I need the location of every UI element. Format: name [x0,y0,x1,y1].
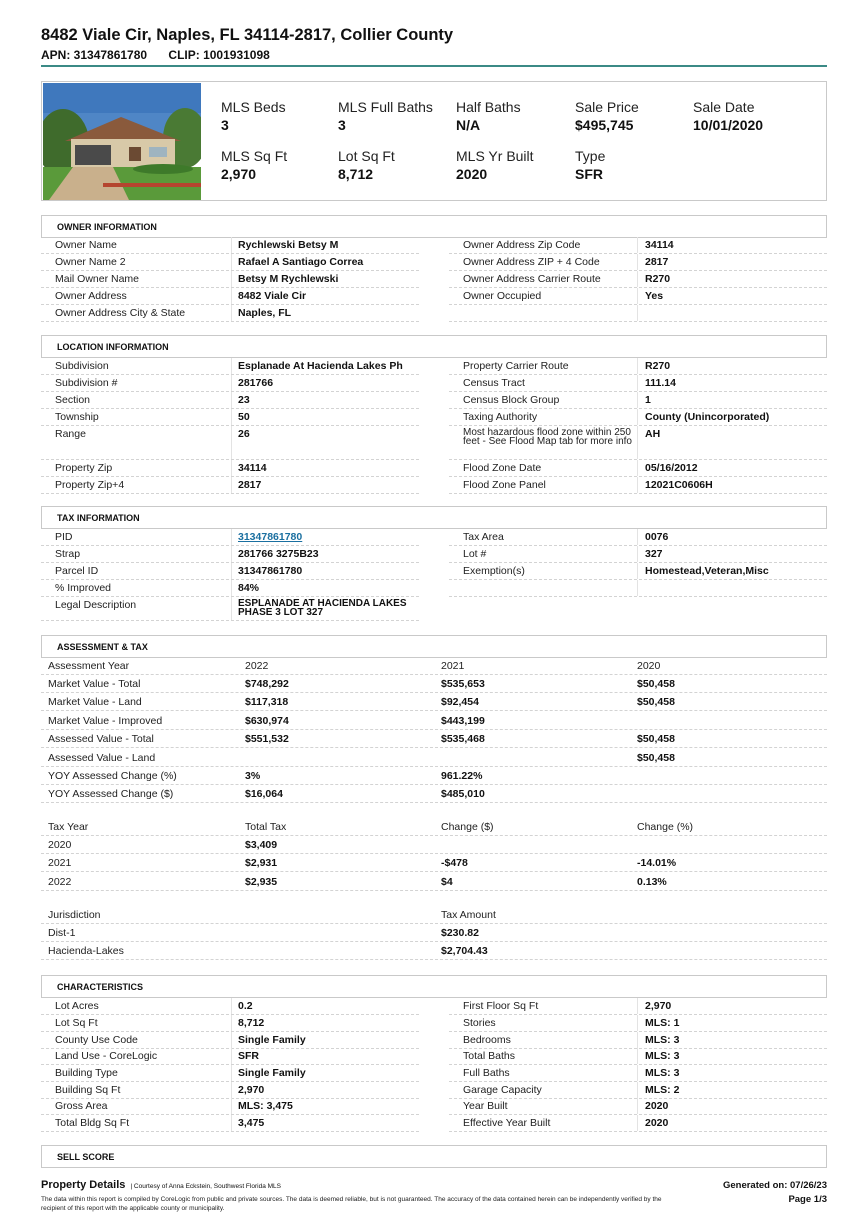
column-divider [637,1015,638,1031]
field-value: MLS: 3 [645,1050,680,1062]
column-divider [231,375,232,391]
characteristics-row [41,1015,419,1032]
field-value: Single Family [238,1067,306,1079]
field-label: Flood Zone Date [463,462,542,474]
field-label: Property Zip+4 [55,479,125,491]
field-label: Effective Year Built [463,1117,551,1129]
field-value: SFR [238,1050,259,1062]
column-divider [231,563,232,579]
field-label: Year Built [463,1100,508,1112]
field-value: Naples, FL [238,307,292,319]
field-label: 2022 [48,876,72,888]
field-label: Owner Address Zip Code [463,239,581,251]
field-label: Market Value - Land [48,696,142,708]
field-value: $535,653 [441,678,485,690]
clip-label: CLIP: 1001931098 [168,48,270,62]
field-label: Lot Acres [55,1000,99,1012]
column-divider [231,597,232,620]
field-value: 2020 [637,660,661,672]
column-divider [231,305,232,321]
tax-history-row [41,854,827,872]
owner-row [449,254,827,271]
column-divider [637,271,638,287]
field-value: 2021 [441,660,465,672]
location-section-heading: LOCATION INFORMATION [41,335,827,358]
field-value: 1 [645,394,651,406]
column-divider [231,477,232,493]
location-row [449,426,827,460]
characteristics-row [449,1098,827,1115]
summary-yr-built: MLS Yr Built 2020 [456,148,534,182]
summary-card [41,81,827,201]
field-value: 2020 [645,1117,669,1129]
field-value: $50,458 [637,752,675,764]
field-value: Change (%) [637,821,694,833]
field-label: Taxing Authority [463,411,538,423]
field-label: Assessment Year [48,660,130,672]
characteristics-section-heading: CHARACTERISTICS [41,975,827,998]
field-value: $117,318 [245,696,289,708]
tax-row [41,563,419,580]
owner-row [449,271,827,288]
tax-row [449,546,827,563]
jurisdiction-row [41,924,827,942]
tax-row [449,580,827,597]
location-row [41,477,419,494]
assessment-row [41,712,827,730]
field-label: Market Value - Improved [48,715,163,727]
summary-half-baths: Half Baths N/A [456,99,521,133]
field-value: County (Unincorporated) [645,411,770,423]
footer-disclaimer: The data within this report is compiled by CoreLogic from public and private sources. The data is deemed reliable, but is not guaranteed. The accuracy of the data contained herein can be independently verified by the recipient of this report with the applicable county or municipality. [41,1196,662,1212]
characteristics-row [41,1065,419,1082]
field-value: 84% [238,582,260,594]
column-divider [637,1115,638,1131]
tax-history-row [41,836,827,854]
assessment-header-row [41,657,827,675]
column-divider [231,1032,232,1048]
characteristics-row [449,1032,827,1049]
column-divider [637,563,638,579]
summary-sale-price: Sale Price $495,745 [575,99,639,133]
characteristics-row [449,998,827,1015]
field-label: Owner Name 2 [55,256,126,268]
title-divider [41,65,827,67]
summary-sale-date: Sale Date 10/01/2020 [693,99,764,133]
field-value: 12021C0606H [645,479,713,491]
field-value: 281766 3275B23 [238,548,319,560]
field-label: Lot # [463,548,487,560]
column-divider [637,426,638,459]
column-divider [637,288,638,304]
field-label: First Floor Sq Ft [463,1000,539,1012]
summary-sq-ft: MLS Sq Ft 2,970 [221,148,288,182]
field-label: Land Use - CoreLogic [55,1050,158,1062]
owner-row [41,305,419,322]
summary-full-baths: MLS Full Baths 3 [338,99,433,133]
location-row [41,409,419,426]
characteristics-row [41,1098,419,1115]
location-row [449,409,827,426]
field-value: Betsy M Rychlewski [238,273,339,285]
field-value: MLS: 3,475 [238,1100,293,1112]
column-divider [231,1082,232,1098]
column-divider [231,529,232,545]
location-row [41,460,419,477]
field-label: Building Type [55,1067,118,1079]
assessment-section-heading: ASSESSMENT & TAX [41,635,827,658]
column-divider [637,460,638,476]
field-label: Subdivision # [55,377,118,389]
field-label: Stories [463,1017,496,1029]
field-value: Esplanade At Hacienda Lakes Ph [238,360,403,372]
field-value: $4 [441,876,453,888]
column-divider [637,237,638,253]
field-label: Hacienda-Lakes [48,945,124,957]
tax-row [449,529,827,546]
field-label: Dist-1 [48,927,76,939]
column-divider [637,1098,638,1114]
field-value: 05/16/2012 [645,462,698,474]
field-value: 34114 [238,462,267,474]
field-label: Owner Address [55,290,127,302]
field-label: Census Tract [463,377,525,389]
footer-generated: Generated on: 07/26/23 [722,1180,827,1191]
column-divider [637,1065,638,1081]
owner-row [449,305,827,322]
owner-row [41,237,419,254]
field-value: $92,454 [441,696,479,708]
column-divider [637,254,638,270]
column-divider [637,477,638,493]
field-value: 0.2 [238,1000,253,1012]
column-divider [637,409,638,425]
field-value: 111.14 [645,377,676,389]
field-value: 8,712 [238,1017,265,1029]
field-label: Gross Area [55,1100,108,1112]
field-label: Section [55,394,91,406]
field-label: Subdivision [55,360,109,372]
field-value: Single Family [238,1034,306,1046]
tax-row [449,563,827,580]
location-row [449,375,827,392]
field-value: 23 [238,394,250,406]
field-label: Range [55,428,86,440]
field-label: Most hazardous flood zone within 250 feet - See Flood Map tab for more info [463,427,632,447]
column-divider [231,546,232,562]
column-divider [231,254,232,270]
field-label: Property Carrier Route [463,360,569,372]
characteristics-row [41,1032,419,1049]
assessment-row [41,749,827,767]
column-divider [231,409,232,425]
field-value: ESPLANADE AT HACIENDA LAKES PHASE 3 LOT 327 [238,598,407,618]
field-value: MLS: 1 [645,1017,680,1029]
footer-title: Property Details | Courtesy of Anna Eckstein, Southwest Florida MLS [41,1179,281,1191]
report-title: 8482 Viale Cir, Naples, FL 34114-2817, Collier County [41,26,454,44]
field-value: Rafael A Santiago Correa [238,256,364,268]
column-divider [231,1015,232,1031]
column-divider [637,998,638,1014]
column-divider [231,580,232,596]
field-value: AH [645,428,661,440]
field-value: Yes [645,290,664,302]
field-label: Tax Area [463,531,504,543]
field-value: 2022 [245,660,269,672]
field-value: Tax Amount [441,909,496,921]
field-value: 3% [245,770,261,782]
characteristics-row [449,1082,827,1099]
field-label: Census Block Group [463,394,560,406]
field-value: $230.82 [441,927,479,939]
field-label: 2021 [48,857,72,869]
location-row [449,392,827,409]
characteristics-row [449,1048,827,1065]
field-value: 2020 [645,1100,669,1112]
field-value: Rychlewski Betsy M [238,239,339,251]
field-value: $50,458 [637,678,675,690]
field-label: Owner Address ZIP + 4 Code [463,256,600,268]
field-label: County Use Code [55,1034,138,1046]
field-value: MLS: 3 [645,1067,680,1079]
column-divider [637,358,638,374]
column-divider [231,392,232,408]
column-divider [231,460,232,476]
field-value: $485,010 [441,788,485,800]
field-label: Strap [55,548,81,560]
field-value: 2817 [238,479,262,491]
owner-row [449,288,827,305]
column-divider [231,1065,232,1081]
column-divider [637,1082,638,1098]
column-divider [637,580,638,596]
summary-lot-sq-ft: Lot Sq Ft 8,712 [338,148,395,182]
assessment-row [41,785,827,803]
field-value: R270 [645,360,671,372]
column-divider [231,1098,232,1114]
characteristics-row [449,1115,827,1132]
tax-row [41,546,419,563]
field-label: Owner Occupied [463,290,542,302]
footer-courtesy: | Courtesy of Anna Eckstein, Southwest Florida MLS [130,1183,281,1190]
field-value: $16,064 [245,788,283,800]
field-value: R270 [645,273,671,285]
field-label: Exemption(s) [463,565,525,577]
summary-type: Type SFR [575,148,606,182]
assessment-row [41,730,827,748]
field-value: $2,931 [245,857,278,869]
column-divider [637,529,638,545]
field-value: Total Tax [245,821,287,833]
jurisdiction-row [41,942,827,960]
field-label: Legal Description [55,599,137,611]
field-label: Jurisdiction [48,909,101,921]
field-value: $50,458 [637,733,675,745]
field-label: Owner Address City & State [55,307,186,319]
tax-row [41,580,419,597]
field-label: Owner Address Carrier Route [463,273,601,285]
tax-row [41,597,419,621]
field-label: % Improved [55,582,112,594]
field-value: $50,458 [637,696,675,708]
field-value: 0.13% [637,876,667,888]
field-label: Mail Owner Name [55,273,140,285]
field-value: 26 [238,428,250,440]
column-divider [637,546,638,562]
field-label: Assessed Value - Land [48,752,156,764]
tax-row [41,529,419,546]
field-label: Full Baths [463,1067,510,1079]
jurisdiction-header-row [41,906,827,924]
field-label: Total Bldg Sq Ft [55,1117,130,1129]
column-divider [231,271,232,287]
field-value: -14.01% [637,857,677,869]
field-value: 34114 [645,239,674,251]
pid-link[interactable]: 31347861780 [238,531,303,543]
characteristics-row [449,1065,827,1082]
field-value: 2,970 [645,1000,672,1012]
tax-history-row [41,873,827,891]
owner-row [41,288,419,305]
report-subtitle [41,48,288,62]
field-label: Township [55,411,99,423]
field-value: 961.22% [441,770,483,782]
characteristics-row [449,1015,827,1032]
owner-row [41,271,419,288]
field-value: 327 [645,548,663,560]
apn-label: APN: 31347861780 [41,48,148,62]
field-value: $443,199 [441,715,485,727]
field-value: MLS: 3 [645,1034,680,1046]
field-value: 0076 [645,531,669,543]
column-divider [637,305,638,321]
field-value: Change ($) [441,821,494,833]
field-label: Property Zip [55,462,113,474]
field-label: Lot Sq Ft [55,1017,98,1029]
field-value: $630,974 [245,715,289,727]
field-value: $748,292 [245,678,289,690]
column-divider [231,358,232,374]
field-label: Garage Capacity [463,1084,542,1096]
field-value: 31347861780 [238,565,303,577]
field-value: $2,935 [245,876,278,888]
field-value: $551,532 [245,733,289,745]
field-label: YOY Assessed Change (%) [48,770,177,782]
column-divider [637,1048,638,1064]
characteristics-row [41,998,419,1015]
sell-score-section-heading: SELL SCORE [41,1145,827,1168]
column-divider [231,288,232,304]
location-row [41,392,419,409]
field-label: Owner Name [55,239,117,251]
tax-history-header-row [41,818,827,836]
owner-section-heading: OWNER INFORMATION [41,215,827,238]
field-value: 2817 [645,256,669,268]
column-divider [231,237,232,253]
field-value: Homestead,Veteran,Misc [645,565,769,577]
field-label: Market Value - Total [48,678,141,690]
column-divider [637,392,638,408]
field-label: Bedrooms [463,1034,511,1046]
field-label: Flood Zone Panel [463,479,546,491]
field-value: 2,970 [238,1084,265,1096]
field-value: -$478 [441,857,468,869]
location-row [41,426,419,460]
column-divider [231,998,232,1014]
location-row [449,477,827,494]
field-value: 281766 [238,377,274,389]
field-value: $2,704.43 [441,945,488,957]
field-value: 50 [238,411,250,423]
column-divider [231,1048,232,1064]
footer-page-number: Page 1/3 [788,1194,827,1205]
location-row [449,460,827,477]
characteristics-row [41,1048,419,1065]
field-label: Total Baths [463,1050,515,1062]
location-row [41,375,419,392]
field-value: 3,475 [238,1117,265,1129]
assessment-row [41,693,827,711]
assessment-row [41,767,827,785]
field-label: YOY Assessed Change ($) [48,788,174,800]
field-value: $535,468 [441,733,485,745]
column-divider [637,375,638,391]
assessment-row [41,675,827,693]
field-label: PID [55,531,73,543]
field-label: Assessed Value - Total [48,733,154,745]
location-row [449,358,827,375]
owner-row [449,237,827,254]
field-value: 8482 Viale Cir [238,290,307,302]
property-photo [43,83,201,200]
field-label: Parcel ID [55,565,99,577]
column-divider [231,1115,232,1131]
characteristics-row [41,1082,419,1099]
column-divider [637,1032,638,1048]
summary-beds: MLS Beds 3 [221,99,286,133]
characteristics-row [41,1115,419,1132]
field-value: MLS: 2 [645,1084,680,1096]
field-label: Building Sq Ft [55,1084,121,1096]
field-label: Tax Year [48,821,89,833]
tax-section-heading: TAX INFORMATION [41,506,827,529]
column-divider [231,426,232,459]
location-row [41,358,419,375]
field-value: $3,409 [245,839,278,851]
field-label: 2020 [48,839,72,851]
owner-row [41,254,419,271]
